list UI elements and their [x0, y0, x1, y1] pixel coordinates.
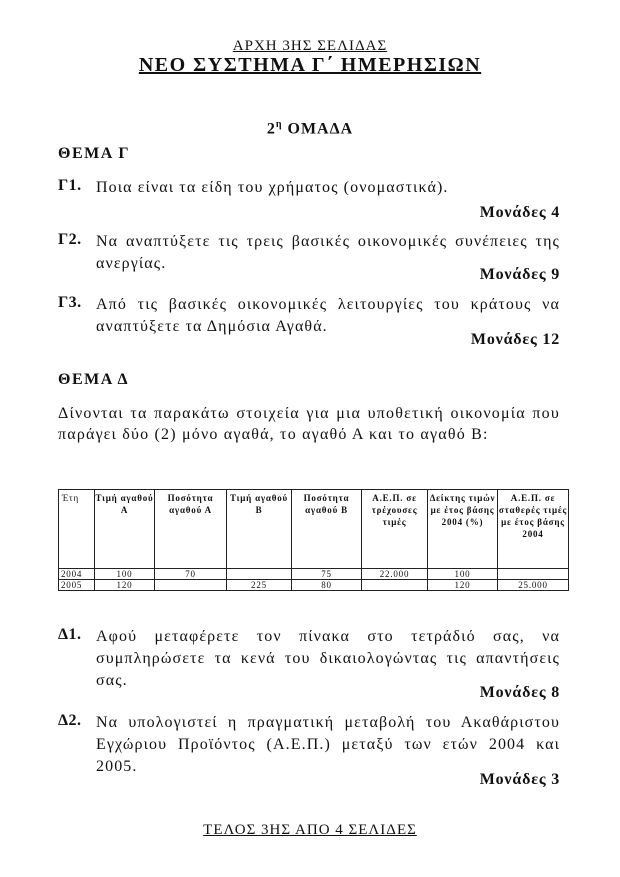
- group-number: 2: [266, 120, 276, 138]
- table-header-cell: Ποσότητα αγαθού Β: [292, 490, 362, 569]
- theme-c-title: ΘΕΜΑ Γ: [58, 145, 131, 162]
- question-text: Να υπολογιστεί η πραγματική μεταβολή του Ακαθάριστου Εγχώριου Προϊόντος (Α.Ε.Π.) μεταξύ των ετών 2004 και 2005.: [96, 714, 560, 775]
- group-number-suffix: η: [275, 119, 283, 130]
- table-row: [59, 580, 569, 591]
- table-cell: 80: [292, 580, 362, 591]
- question-text: Να αναπτύξετε τις τρεις βασικές οικονομικές συνέπειες της ανεργίας.: [96, 233, 560, 272]
- exam-title: ΝΕΟ ΣΥΣΤΗΜΑ Γ΄ ΗΜΕΡΗΣΙΩΝ: [138, 54, 482, 76]
- table-cell: 225: [227, 580, 292, 591]
- table-cell: 70: [155, 569, 227, 580]
- question-label: Γ2.: [58, 231, 82, 248]
- theme-d-intro: Δίνονται τα παρακάτω στοιχεία για μια υποθετική οικονομία που παράγει δύο (2) μόνο αγαθά, το αγαθό Α και το αγαθό Β:: [58, 405, 560, 443]
- table-cell: 22.000: [362, 569, 428, 580]
- table-cell: [227, 569, 292, 580]
- table-header-cell: Τιμή αγαθού Β: [227, 490, 292, 569]
- question-points: Μονάδες 3: [479, 771, 560, 788]
- table-cell: 2004: [59, 569, 95, 580]
- group-label: ΟΜΑΔΑ: [287, 120, 354, 138]
- table-header-row: [59, 490, 569, 569]
- table-header-cell: Ποσότητα αγαθού Α: [155, 490, 227, 569]
- table-cell: [498, 569, 569, 580]
- table-row: [59, 569, 569, 580]
- table-cell: 100: [95, 569, 155, 580]
- question-text: Από τις βασικές οικονομικές λειτουργίες του κράτους να αναπτύξετε τα Δημόσια Αγαθά.: [96, 296, 560, 335]
- table-header-cell: Α.Ε.Π. σε σταθερές τιμές με έτος βάσης 2004: [498, 490, 569, 569]
- question-points: Μονάδες 12: [470, 331, 560, 348]
- page-header-top: ΑΡΧΗ 3ΗΣ ΣΕΛΙΔΑΣ: [232, 38, 388, 54]
- table-header-cell: Δείκτης τιμών με έτος βάσης 2004 (%): [428, 490, 498, 569]
- table-header-cell: Τιμή αγαθού Α: [95, 490, 155, 569]
- table-cell: 25.000: [498, 580, 569, 591]
- question-points: Μονάδες 9: [479, 266, 560, 283]
- table-cell: 120: [428, 580, 498, 591]
- table-cell: 100: [428, 569, 498, 580]
- question-points: Μονάδες 4: [479, 204, 560, 221]
- theme-d-title: ΘΕΜΑ Δ: [58, 371, 130, 388]
- table-cell: 2005: [59, 580, 95, 591]
- question-label: Γ3.: [58, 294, 82, 311]
- question-label: Γ1.: [58, 177, 82, 194]
- table-cell: [155, 580, 227, 591]
- question-text: Ποια είναι τα είδη του χρήματος (ονομαστικά).: [96, 179, 449, 196]
- question-points: Μονάδες 8: [479, 684, 560, 701]
- page-footer: ΤΕΛΟΣ 3ΗΣ ΑΠΟ 4 ΣΕΛΙΔΕΣ: [203, 822, 417, 838]
- table-header-cell: Α.Ε.Π. σε τρέχουσες τιμές: [362, 490, 428, 569]
- data-table: [58, 489, 569, 591]
- table-cell: [362, 580, 428, 591]
- table-header-cell: Έτη: [59, 490, 95, 569]
- question-text: Αφού μεταφέρετε τον πίνακα στο τετράδιό σας, να συμπληρώσετε τα κενά του δικαιολογώντας τις απαντήσεις σας.: [96, 628, 560, 689]
- question-label: Δ1.: [58, 626, 82, 643]
- table-cell: 120: [95, 580, 155, 591]
- group-title: [0, 119, 620, 138]
- question-label: Δ2.: [58, 712, 82, 729]
- table-cell: 75: [292, 569, 362, 580]
